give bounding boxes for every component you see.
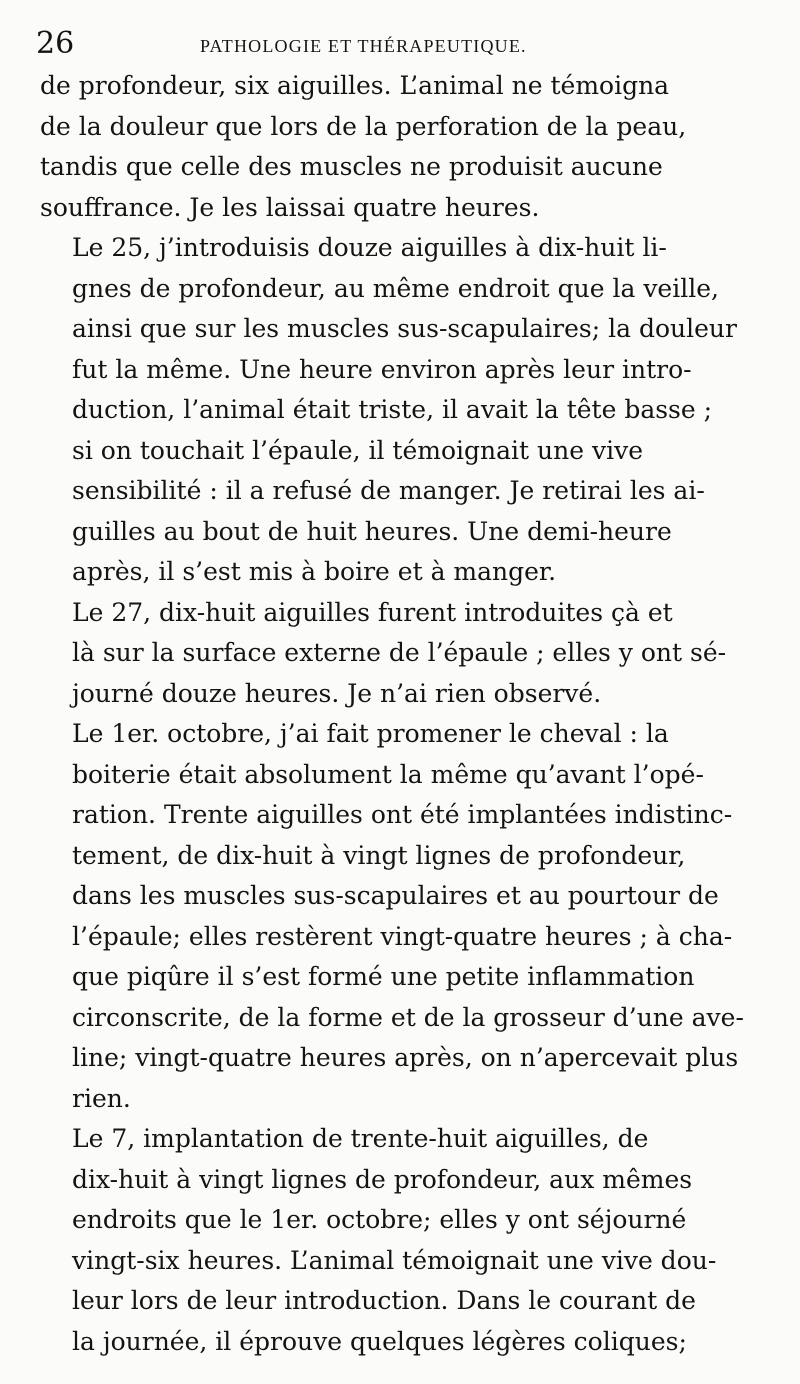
text-line: journé douze heures. Je n’ai rien observé.	[72, 678, 602, 708]
text-line: là sur la surface externe de l’épaule ; elles y ont sé-	[72, 638, 727, 667]
page-number: 26	[36, 26, 75, 61]
text-line: que piqûre il s’est formé une petite inflammation	[72, 962, 695, 991]
text-line: tement, de dix-huit à vingt lignes de profondeur,	[72, 840, 686, 870]
page-body	[40, 66, 760, 1366]
text-line: Le 7, implantation de trente-huit aiguilles, de	[72, 1124, 649, 1153]
paragraph-entry-25	[40, 228, 760, 593]
text-line: line; vingt-quatre heures après, on n’apercevait plus	[72, 1043, 739, 1072]
paragraph-entry-27	[40, 593, 760, 715]
running-title: PATHOLOGIE ET THÉRAPEUTIQUE.	[200, 36, 527, 56]
text-line: fut la même. Une heure environ après leur intro-	[72, 354, 692, 384]
text-line: sensibilité : il a refusé de manger. Je retirai les ai-	[72, 476, 705, 505]
page-header	[36, 24, 716, 64]
text-line: de la douleur que lors de la perforation de la peau,	[40, 111, 687, 141]
text-line: Le 1er. octobre, j’ai fait promener le cheval : la	[72, 719, 669, 748]
text-line: duction, l’animal était triste, il avait la tête basse ;	[72, 395, 713, 424]
text-line: ration. Trente aiguilles ont été implantées indistinc-	[72, 800, 733, 829]
text-line: gnes de profondeur, au même endroit que la veille,	[72, 273, 719, 303]
text-line: la journée, il éprouve quelques légères coliques;	[72, 1326, 687, 1356]
text-line: ainsi que sur les muscles sus-scapulaires; la douleur	[72, 314, 737, 343]
text-line: guilles au bout de huit heures. Une demi-heure	[72, 516, 672, 546]
text-line: Le 25, j’introduisis douze aiguilles à dix-huit li-	[72, 233, 667, 262]
text-line: tandis que celle des muscles ne produisit aucune	[40, 152, 663, 181]
text-line: boiterie était absolument la même qu’avant l’opé-	[72, 759, 704, 789]
text-line: leur lors de leur introduction. Dans le courant de	[72, 1286, 696, 1315]
text-line: de profondeur, six aiguilles. L’animal ne témoigna	[40, 71, 670, 100]
text-line: souffrance. Je les laissai quatre heures.	[40, 192, 540, 222]
text-line: dix-huit à vingt lignes de profondeur, aux mêmes	[72, 1164, 693, 1194]
text-line: l’épaule; elles restèrent vingt-quatre heures ; à cha-	[72, 921, 733, 951]
text-line: circonscrite, de la forme et de la grosseur d’une ave-	[72, 1002, 744, 1032]
text-line: si on touchait l’épaule, il témoignait une vive	[72, 435, 644, 465]
paragraph-entry-7	[40, 1119, 760, 1362]
text-line: rien.	[72, 1083, 131, 1113]
text-line: vingt-six heures. L’animal témoignait une vive dou-	[72, 1245, 717, 1275]
text-line: dans les muscles sus-scapulaires et au pourtour de	[72, 881, 719, 910]
paragraph-continuation	[40, 66, 760, 228]
text-line: Le 27, dix-huit aiguilles furent introduites çà et	[72, 597, 673, 627]
text-line: après, il s’est mis à boire et à manger.	[72, 557, 557, 586]
paragraph-entry-october-1	[40, 714, 760, 1119]
text-line: endroits que le 1er. octobre; elles y ont séjourné	[72, 1205, 687, 1234]
